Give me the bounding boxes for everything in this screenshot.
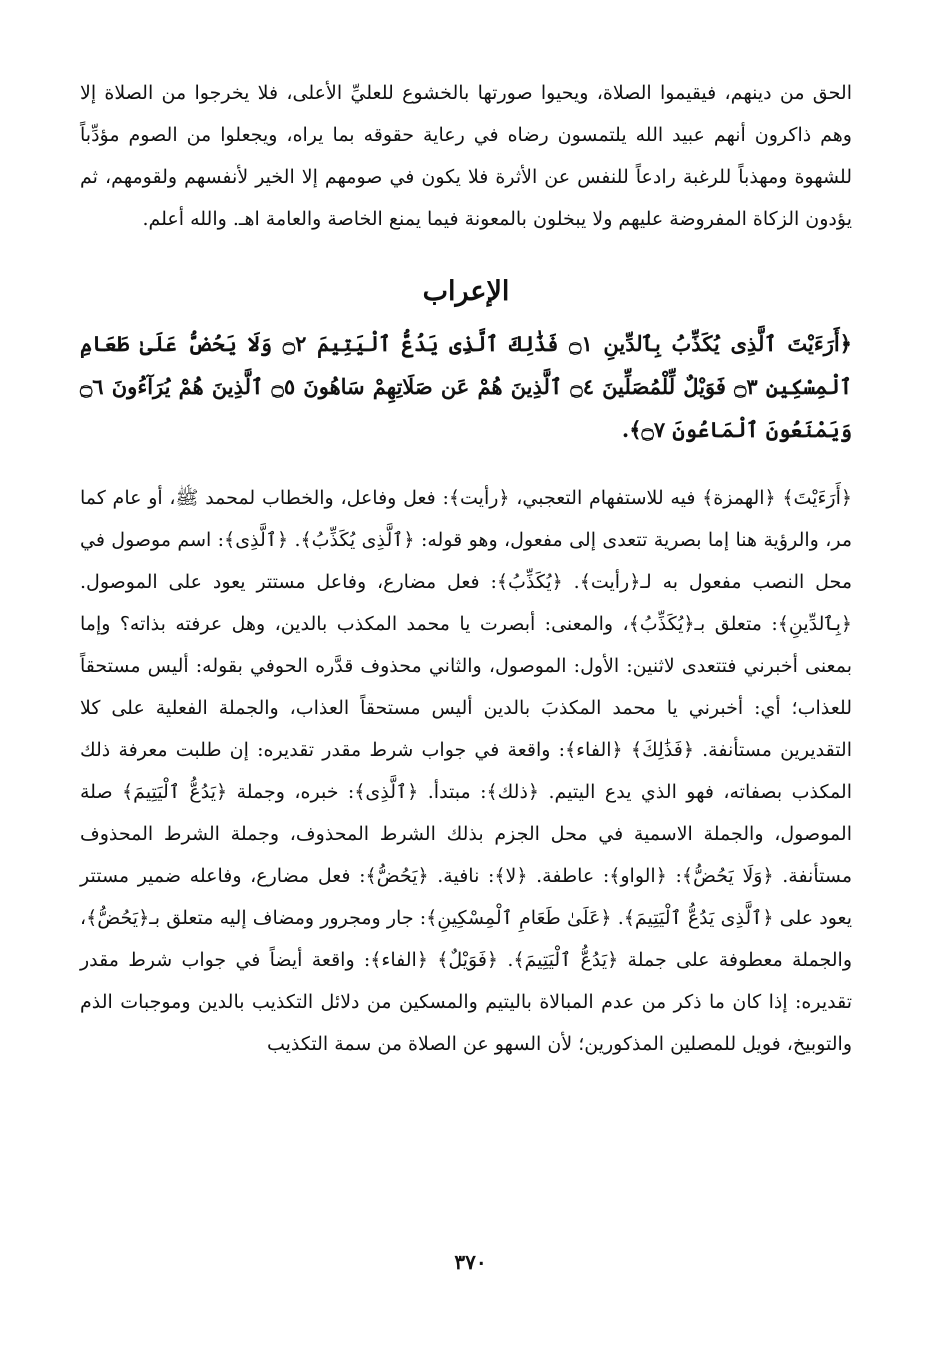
page-body [80,72,852,1312]
intro-paragraph: الحق من دينهم، فيقيموا الصلاة، ويحيوا صورتها بالخشوع للعليِّ الأعلى، فلا يخرجوا من الصلاة إلا وهم ذاكرون أنهم عبيد الله يلتمسون رضاه في رعاية حقوقه بما يراه، ويجعلوا من الصوم مؤدِّباً للشهوة ومهذباً للرغبة رادعاً للنفس عن الأثرة فلا يكون في صومهم إلا الخير لأنفسهم ولقومهم، ثم يؤدون الزكاة المفروضة عليهم ولا يبخلون بالمعونة فيما يمنع الخاصة والعامة اهـ. والله أعلم. [80,82,852,230]
analysis-paragraph: ﴿أَرَءَيْتَ﴾ ﴿الهمزة﴾ فيه للاستفهام التعجبي، ﴿رأيت﴾: فعل وفاعل، والخطاب لمحمد ﷺ، أو عام كما مر، والرؤية هنا إما بصرية تتعدى إلى مفعول، وهو قوله: ﴿ٱلَّذِى يُكَذِّبُ﴾. ﴿ٱلَّذِى﴾: اسم موصول في محل النصب مفعول به لـ﴿رأيت﴾. ﴿يُكَذِّبُ﴾: فعل مضارع، وفاعل مستتر يعود على الموصول. ﴿بِٱلدِّينِ﴾: متعلق بـ﴿يُكَذِّبُ﴾، والمعنى: أبصرت يا محمد المكذب بالدين، وهل عرفته بذاته؟ وإما بمعنى أخبرني فتتعدى لاثنين: الأول: الموصول، والثاني محذوف قدَّره الحوفي بقوله: أليس مستحقاً للعذاب؛ أي: أخبرني يا محمد المكذبَ بالدين أليس مستحقاً العذاب، والجملة الفعلية على كلا التقديرين مستأنفة. ﴿فَذَٰلِكَ﴾ ﴿الفاء﴾: واقعة في جواب شرط مقدر تقديره: إن طلبت معرفة ذلك المكذب بصفاته، فهو الذي يدع اليتيم. ﴿ذلك﴾: مبتدأ. ﴿ٱلَّذِى﴾: خبره، وجملة ﴿يَدُعُّ ٱلْيَتِيمَ﴾ صلة الموصول، والجملة الاسمية في محل الجزم بذلك الشرط المحذوف، وجملة الشرط المحذوف مستأنفة. ﴿وَلَا يَحُضُّ﴾: ﴿الواو﴾: عاطفة. ﴿لا﴾: نافية. ﴿يَحُضُّ﴾: فعل مضارع، وفاعله ضمير مستتر يعود على ﴿ٱلَّذِى يَدُعُّ ٱلْيَتِيمَ﴾. ﴿عَلَىٰ طَعَامِ ٱلْمِسْكِينِ﴾: جار ومجرور ومضاف إليه متعلق بـ﴿يَحُضُّ﴾، والجملة معطوفة على جملة ﴿يَدُعُّ ٱلْيَتِيمَ﴾. ﴿فَوَيْلٌ﴾ ﴿الفاء﴾: واقعة أيضاً في جواب شرط مقدر تقديره: إذا كان ما ذكر من عدم المبالاة باليتيم والمسكين من دلائل التكذيب بالدين وموجبات الذم والتوبيخ، فويل للمصلين المذكورين؛ لأن السهو عن الصلاة من سمة التكذيب [80,487,852,1055]
quran-verses: ﴿أَرَءَيْتَ ٱلَّذِى يُكَذِّبُ بِٱلدِّينِ ۝١ فَذَٰلِكَ ٱلَّذِى يَدُعُّ ٱلْيَتِيمَ ۝٢ وَلَا يَحُضُّ عَلَىٰ طَعَامِ ٱلْمِسْكِينِ ۝٣ فَوَيْلٌ لِّلْمُصَلِّينَ ۝٤ ٱلَّذِينَ هُمْ عَن صَلَاتِهِمْ سَاهُونَ ۝٥ ٱلَّذِينَ هُمْ يُرَآءُونَ ۝٦ وَيَمْنَعُونَ ٱلْمَاعُونَ ۝٧﴾. [80,331,852,442]
page-number: ٣٧٠ [454,1250,487,1274]
section-heading: الإعراب [422,276,510,307]
